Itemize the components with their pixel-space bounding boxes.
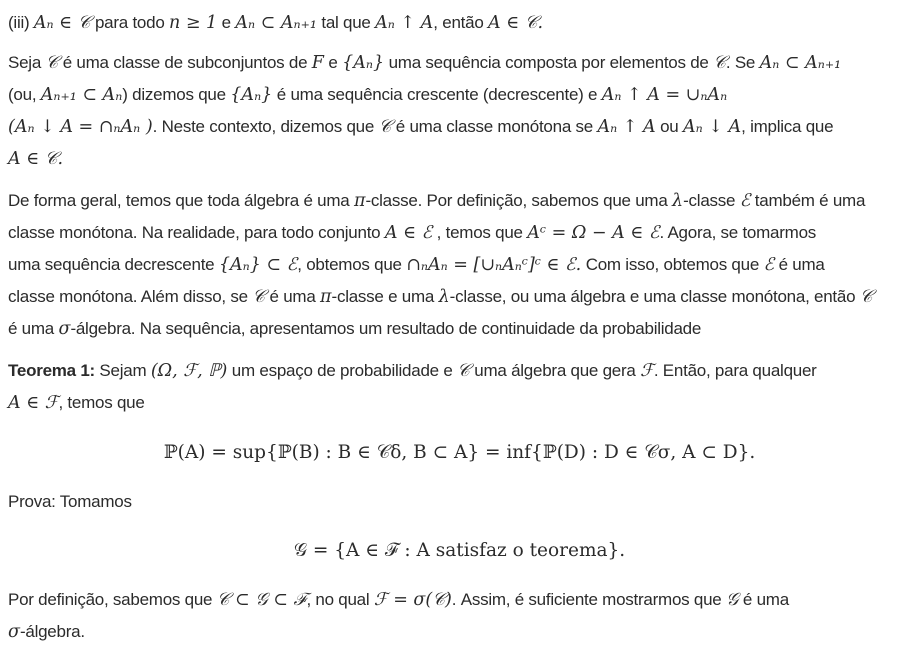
text: é uma <box>265 287 321 306</box>
math-inline: 𝒞 <box>378 117 392 137</box>
text: é uma <box>8 319 59 338</box>
math-inline: A ∈ ℰ <box>384 223 433 243</box>
math-inline: n ≥ 1 <box>169 13 218 33</box>
text: é uma sequência crescente (decrescente) e <box>272 85 602 104</box>
theorem-equation: ℙ(A) = sup{ℙ(B) : B ∈ 𝒞δ, B ⊂ A} = inf{ℙ(D) : D ∈ 𝒞σ, A ⊂ D}. <box>163 442 756 463</box>
math-inline: σ <box>8 622 20 642</box>
math-inline: Aᶜ = Ω − A ∈ ℰ <box>527 223 660 243</box>
paragraph-algebra-classes <box>8 185 911 345</box>
text: ou <box>655 117 683 136</box>
text: . Agora, se tomarmos <box>659 223 817 242</box>
proof-paragraph <box>8 584 911 648</box>
text: uma álgebra que gera <box>469 361 641 380</box>
math-inline: π <box>353 191 366 211</box>
math-inline: A ∈ ℱ <box>8 393 59 413</box>
text: uma sequência composta por elementos de <box>384 53 714 72</box>
theorem-label: Teorema 1: <box>8 361 95 380</box>
text: um espaço de probabilidade e <box>227 361 458 380</box>
math-inline: π <box>320 287 332 307</box>
math-inline: 𝒞 <box>45 53 59 73</box>
text: também é uma <box>750 191 866 210</box>
math-inline: 𝒞 ⊂ 𝒢 ⊂ ℱ <box>216 590 307 610</box>
math-inline: Aₙ ↑ A <box>597 117 656 137</box>
text: uma sequência decrescente <box>8 255 219 274</box>
text: . Então, para qualquer <box>653 361 817 380</box>
text: , então <box>433 13 489 32</box>
paragraph-monotone-class <box>8 47 911 175</box>
math-inline: Aₙ ⊂ Aₙ₊₁ <box>759 53 842 73</box>
text: -classe e uma <box>331 287 439 306</box>
text: -álgebra. <box>19 622 85 641</box>
math-inline: A ∈ 𝒞. <box>488 13 544 33</box>
text: -classe, ou uma álgebra e uma classe monótona, então <box>449 287 860 306</box>
text: classe monótona. Além disso, se <box>8 287 253 306</box>
math-inline: A ∈ 𝒞. <box>8 149 64 169</box>
text: Seja <box>8 53 46 72</box>
text: para todo <box>90 13 169 32</box>
text: , implica que <box>741 117 834 136</box>
text: é uma classe monótona se <box>391 117 598 136</box>
text: Com isso, obtemos que <box>581 255 764 274</box>
math-inline: ℱ = σ(𝒞) <box>373 590 452 610</box>
math-inline: 𝒞 <box>859 287 873 307</box>
text: tal que <box>316 13 376 32</box>
item-iii <box>8 7 911 39</box>
math-inline: Aₙ₊₁ ⊂ Aₙ <box>40 85 123 105</box>
text: . Se <box>725 53 760 72</box>
math-inline: {Aₙ} <box>342 53 385 73</box>
math-inline: F <box>311 53 324 73</box>
math-inline: {Aₙ} ⊂ ℰ <box>218 255 298 275</box>
math-inline: Aₙ ↑ A = ∪ₙAₙ <box>601 85 728 105</box>
text: . Neste contexto, dizemos que <box>152 117 379 136</box>
text: é uma classe de subconjuntos de <box>58 53 312 72</box>
text: Sejam <box>94 361 151 380</box>
math-inline: 𝒞 <box>252 287 266 307</box>
math-inline: 𝒞 <box>713 53 726 73</box>
text: é uma <box>738 590 789 609</box>
text: classe monótona. Na realidade, para todo conjunto <box>8 223 385 242</box>
math-inline: 𝒞 <box>457 361 470 381</box>
item-label: (iii) <box>8 13 30 32</box>
math-inline: ℰ <box>763 255 775 275</box>
text: Por definição, sabemos que <box>8 590 217 609</box>
proof-equation: 𝒢 = {A ∈ ℱ : A satisfaz o teorema}. <box>293 540 626 561</box>
proof-intro: Prova: Tomamos <box>8 492 132 511</box>
math-inline: λ <box>672 191 684 211</box>
math-inline: ℱ <box>640 361 654 381</box>
math-inline: (Aₙ ↓ A = ∩ₙAₙ ) <box>8 117 153 137</box>
math-inline: Aₙ ↑ A <box>375 13 434 33</box>
text: -classe. Por definição, sabemos que uma <box>365 191 673 210</box>
text: , temos que <box>58 393 145 412</box>
math-inline: Aₙ ∈ 𝒞 <box>33 13 91 33</box>
text: , no qual <box>306 590 374 609</box>
text: , obtemos que <box>297 255 407 274</box>
math-inline: λ <box>438 287 450 307</box>
math-inline: {Aₙ} <box>230 85 273 105</box>
text: e <box>323 53 343 72</box>
theorem-1 <box>8 355 911 419</box>
text: . Assim, é suficiente mostrarmos que <box>451 590 726 609</box>
math-inline: Aₙ ↓ A <box>682 117 742 137</box>
text: é uma <box>774 255 825 274</box>
text: , temos que <box>432 223 528 242</box>
math-inline: 𝒢 <box>725 590 739 610</box>
math-inline: ℰ <box>739 191 751 211</box>
math-inline: (Ω, ℱ, ℙ) <box>150 361 228 381</box>
math-inline: Aₙ ⊂ Aₙ₊₁ <box>235 13 317 33</box>
text: e <box>217 13 236 32</box>
text: -classe <box>683 191 740 210</box>
text: -álgebra. Na sequência, apresentamos um resultado de continuidade da probabilidade <box>70 319 702 338</box>
text: ) dizemos que <box>122 85 231 104</box>
math-inline: σ <box>58 319 71 339</box>
text: De forma geral, temos que toda álgebra é uma <box>8 191 354 210</box>
math-inline: ∩ₙAₙ = [∪ₙAₙᶜ]ᶜ ∈ ℰ. <box>406 255 582 275</box>
text: (ou, <box>8 85 41 104</box>
